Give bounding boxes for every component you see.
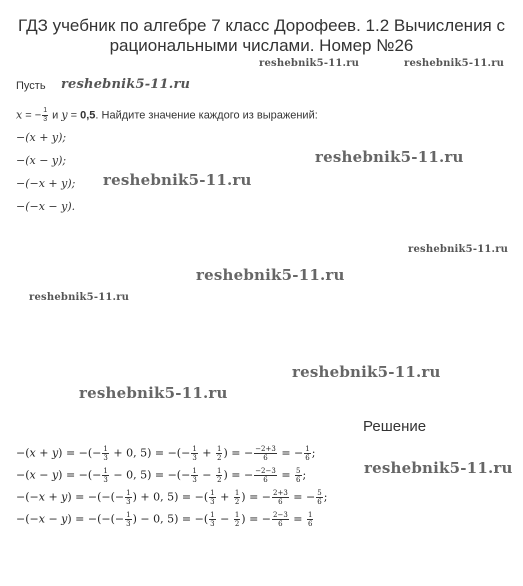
solution-heading: Решение [363,418,427,435]
watermark: reshebnik5-11.ru [259,58,360,69]
watermark: reshebnik5-11.ru [196,266,345,284]
expression-list [16,126,75,218]
watermark: reshebnik5-11.ru [408,244,509,255]
solution-line-3: −(−x + y) = −(−(− $\frac{1}{3}$ ) + 0, 5) = −( $\frac{1}{3}$ + $\frac{1}{2}$ ) = − $\frac{2+3}{6}$ = − $\frac{5}{6}$ ; [16,489,328,506]
condition: x = − $\frac{1}{3}$ и y = 0,5. Найдите значение каждого из выражений: [16,107,318,123]
expression: −(−x + y); [16,177,76,190]
watermark: reshebnik5-11.ru [404,58,505,69]
watermark: reshebnik5-11.ru [315,148,464,166]
watermark: reshebnik5-11.ru [292,363,441,381]
solution-line-1: −(x + y) = −(− $\frac{1}{3}$ + 0, 5) = −(− $\frac{1}{3}$ + $\frac{1}{2}$ ) = − $\frac{-2+3}{6}$ = − $\frac{1}{6}$ ; [16,445,316,462]
watermark: reshebnik5-11.ru [79,384,228,402]
watermark: reshebnik5-11.ru [103,171,252,189]
expression: −(x + y); [16,131,67,144]
watermark: reshebnik5-11.ru [61,77,191,92]
solution-line-4: −(−x − y) = −(−(− $\frac{1}{3}$ ) − 0, 5) = −( $\frac{1}{3}$ − $\frac{1}{2}$ ) = − $\frac{2-3}{6}$ = $\frac{1}{6}$ [16,511,313,528]
watermark: reshebnik5-11.ru [364,459,513,477]
watermark: reshebnik5-11.ru [29,292,130,303]
intro-text: Пусть [16,80,46,92]
expression: −(x − y); [16,154,67,167]
solution-line-2: −(x − y) = −(− $\frac{1}{3}$ − 0, 5) = −(− $\frac{1}{3}$ − $\frac{1}{2}$ ) = − $\frac{-2-3}{6}$ = $\frac{5}{6}$ ; [16,467,307,484]
page-title: ГДЗ учебник по алгебре 7 класс Дорофеев. 1.2 Вычисления с рациональными числами. Номер №26 [18,16,505,55]
expression: −(−x − y). [16,200,76,213]
